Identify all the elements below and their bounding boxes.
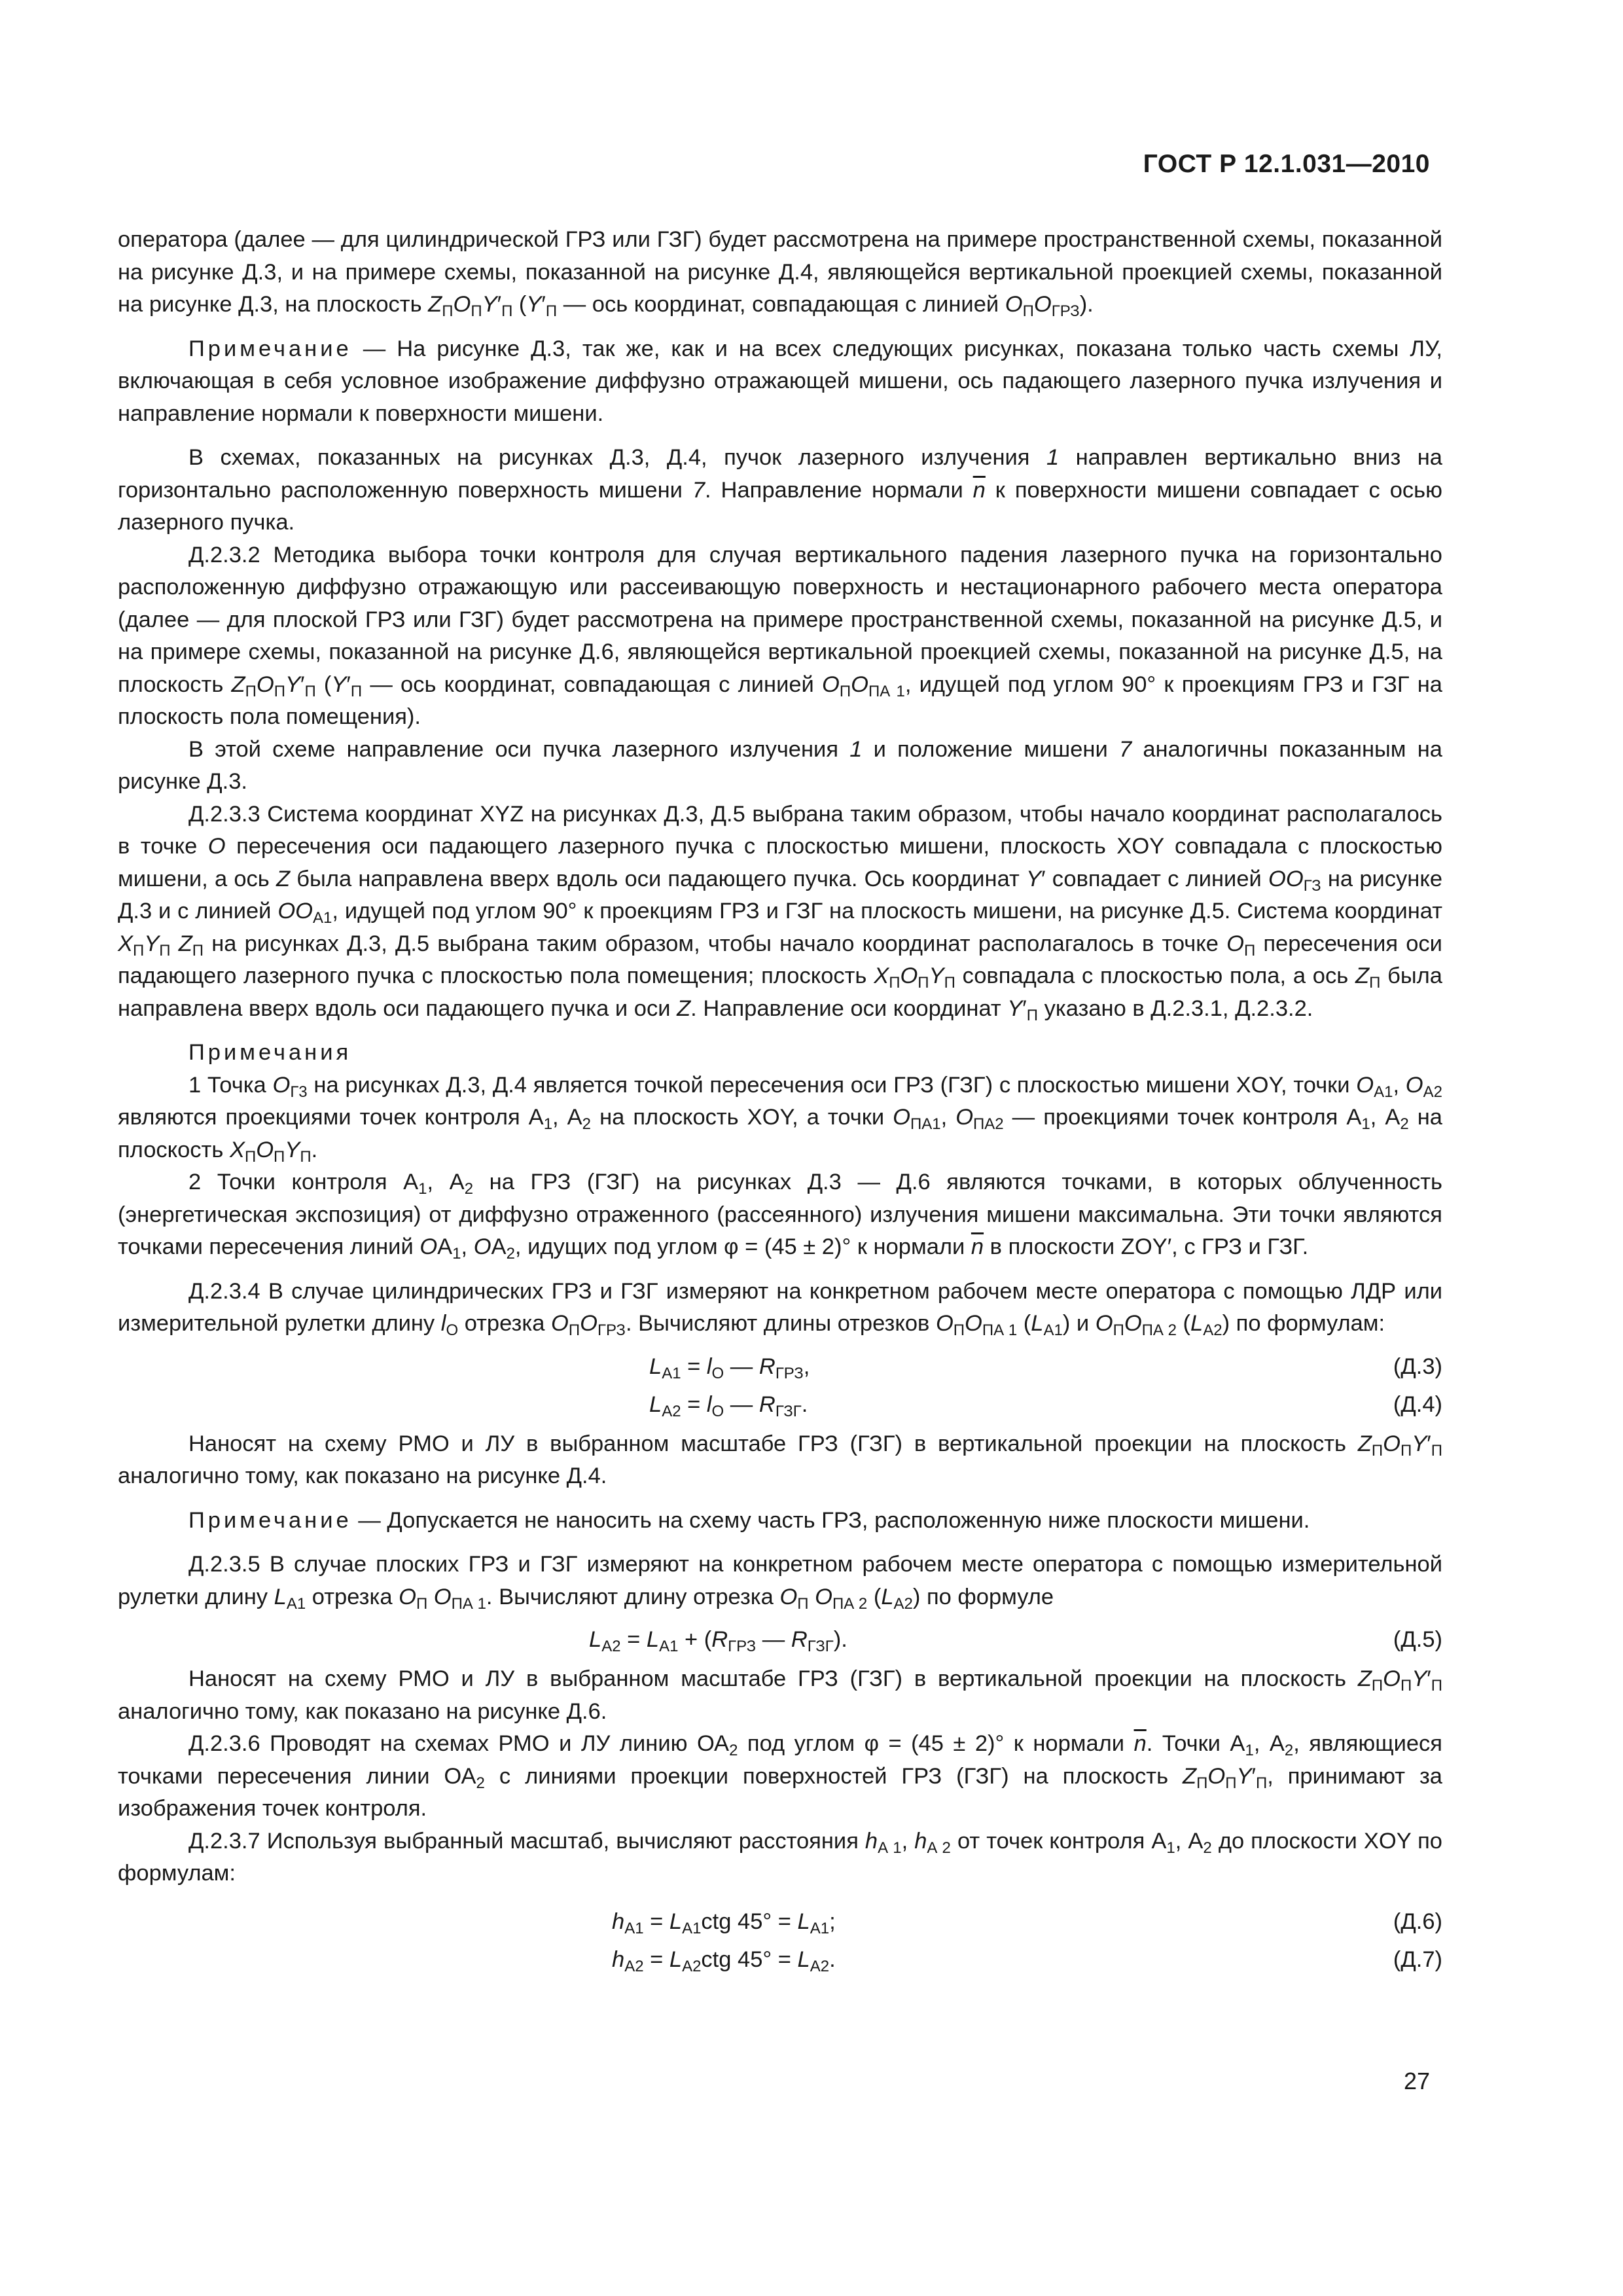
paragraph: Д.2.3.2 Методика выбора точки контроля для случая вертикального падения лазерного пучка на горизонтально расположенную диффузно отражающую или рассеивающую поверхность и нестационарного рабочего места оператора (далее — для плоской ГРЗ или ГЗГ) будет рассмотрена на примере пространственной схемы, показанной на рисунке Д.5, и на примере схемы, показанной на рисунке Д.6, являющейся вертикальной проекцией схемы, показанной на рисунке Д.5, на плоскость $Z_ПO_ПY'_П$ ($Y'_П$ — ось координат, совпадающая с линией $O_ПO_{ПА 1}$, идущей под углом 90° к проекциям ГРЗ и ГЗГ на плоскость пола помещения). [118,542,1442,729]
paragraph: В схемах, показанных на рисунках Д.3, Д.4, пучок лазерного излучения 1 направлен вертикально вниз на горизонтально расположенную поверхность мишени 7. Направление нормали $\overline{n}$ к поверхности мишени совпадает с осью лазерного пучка. [118,445,1443,535]
paragraph: Наносят на схему РМО и ЛУ в выбранном масштабе ГРЗ (ГЗГ) в вертикальной проекции на плоскость $Z_ПO_ПY'_П$ аналогично тому, как показано на рисунке Д.6. [118,1666,1442,1724]
paragraph: Наносят на схему РМО и ЛУ в выбранном масштабе ГРЗ (ГЗГ) в вертикальной проекции на плоскость $Z_ПO_ПY'_П$ аналогично тому, как показано на рисунке Д.4. [118,1431,1442,1488]
equation-number: (Д.5) [1393,1627,1442,1652]
equation: $L_{А1} = l_O$ — $R_{ГРЗ}$, (Д.3) [118,1348,1442,1386]
paragraph: Д.2.3.3 Система координат XYZ на рисунках Д.3, Д.5 выбрана таким образом, чтобы начало координат располагалось в точке O пересечения оси падающего лазерного пучка с плоскостью мишени, плоскость XOY совпадала с плоскостью мишени, а ось Z была направлена вверх вдоль оси падающего пучка. Ось координат Y′ совпадает с линией $OO_{ГЗ}$ на рисунке Д.3 и с линией $OO_{А1}$, идущей под углом 90° к проекциям ГРЗ и ГЗГ на плоскость мишени, на рисунке Д.5. Система координат $X_ПY_П$ $Z_П$ на рисунках Д.3, Д.5 выбрана таким образом, чтобы начало координат располагалось в точке $O_П$ пересечения оси падающего лазерного пучка с плоскостью пола помещения; плоскость $X_ПO_ПY_П$ совпадала с плоскостью пола, а ось $Z_П$ была направлена вверх вдоль оси падающего пучка и оси Z. Направление оси координат $Y'_П$ указано в Д.2.3.1, Д.2.3.2. [118,801,1443,1024]
note-item: 2 Точки контроля $А_1$, $А_2$ на ГРЗ (ГЗГ) на рисунках Д.3 — Д.6 являются точками, в которых облученность (энергетическая экспозиция) от диффузно отраженного (рассеянного) излучения мишени максимальна. Эти точки являются точками пересечения линий $OА_1$, $OА_2$, идущих под углом φ = (45 ± 2)° к нормали $\overline{n}$ в плоскости ZOY′, с ГРЗ и ГЗГ. [118,1170,1442,1263]
note-item: 1 Точка $O_{Г3}$ на рисунках Д.3, Д.4 является точкой пересечения оси ГРЗ (ГЗГ) с плоскостью мишени XOY, точки $O_{А1}$, $O_{А2}$ являются проекциями точек контроля $А_1$, $А_2$ на плоскость XOY, а точки $O_{ПА1}$, $O_{ПА2}$ — проекциями точек контроля $А_1$, $А_2$ на плоскость $X_ПO_ПY_П$. [118,1072,1442,1166]
equation-number: (Д.6) [1393,1909,1442,1934]
equation: $h_{А1} = L_{А1}ctg$ $45^\circ = L_{А1}$; (Д.6) [118,1903,1442,1941]
equation: $h_{А2} = L_{А2}ctg$ $45^\circ = L_{А2}$. (Д.7) [118,1941,1442,1979]
equation: $L_{А2} = L_{А1} + (R_{ГРЗ}$ — $R_{ГЗГ}$). (Д.5) [118,1621,1442,1659]
equation-number: (Д.3) [1393,1354,1442,1379]
page-number: 27 [1403,2068,1430,2094]
paragraph: Д.2.3.4 В случае цилиндрических ГРЗ и ГЗГ измеряют на конкретном рабочем месте оператора с помощью ЛДР или измерительной рулетки длину $l_O$ отрезка $O_ПO_{ГРЗ}$. Вычисляют длины отрезков $O_ПO_{ПА 1}$ $(L_{А1})$ и $O_ПO_{ПА 2}$ $(L_{А2})$ по формулам: [118,1278,1442,1339]
standard-header: ГОСТ Р 12.1.031—2010 [1143,150,1430,178]
document-body [118,224,1442,1979]
notes-heading: Примечания [188,1040,352,1065]
equation: $L_{А2} = l_O$ — $R_{ГЗГ}$. (Д.4) [118,1386,1442,1424]
paragraph: оператора (далее — для цилиндрической ГРЗ или ГЗГ) будет рассмотрена на примере пространственной схемы, показанной на рисунке Д.3, и на примере схемы, показанной на рисунке Д.4, являющейся вертикальной проекцией схемы, показанной на рисунке Д.3, на плоскость $Z_ПO_ПY'_П$ ($Y'_П$ — ось координат, совпадающая с линией $O_ПO_{ГРЗ}$). [118,227,1442,320]
paragraph: В этой схеме направление оси пучка лазерного излучения 1 и положение мишени 7 аналогичны показанным на рисунке Д.3. [118,736,1442,794]
equation-number: (Д.4) [1393,1391,1442,1417]
paragraph: Д.2.3.5 В случае плоских ГРЗ и ГЗГ измеряют на конкретном рабочем месте оператора с помощью измерительной рулетки длину $L_{А1}$ отрезка $O_П$ $O_{ПА 1}$. Вычисляют длину отрезка $O_П$ $O_{ПА 2}$ $(L_{А2})$ по формуле [118,1552,1442,1613]
equation-number: (Д.7) [1393,1946,1442,1972]
paragraph: Д.2.3.6 Проводят на схемах РМО и ЛУ линию $ОА_2$ под углом φ = (45 ± 2)° к нормали $\overline{n}$. Точки $А_1$, $А_2$, являющиеся точками пересечения линии $ОА_2$ с линиями проекции поверхностей ГРЗ (ГЗГ) на плоскость $Z_ПO_ПY'_П$, принимают за изображения точек контроля. [118,1731,1442,1821]
paragraph: Д.2.3.7 Используя выбранный масштаб, вычисляют расстояния $h_{А 1}$, $h_{А 2}$ от точек контроля $А_1$, $А_2$ до плоскости XOY по формулам: [118,1828,1442,1886]
note-paragraph: Примечание — На рисунке Д.3, так же, как и на всех следующих рисунках, показана только часть схемы ЛУ, включающая в себя условное изображение диффузно отражающей мишени, ось падающего лазерного пучка излучения и направление нормали к поверхности мишени. [118,336,1442,426]
note-paragraph: Примечание — Допускается не наносить на схему часть ГРЗ, расположенную ниже плоскости мишени. [188,1507,1310,1533]
